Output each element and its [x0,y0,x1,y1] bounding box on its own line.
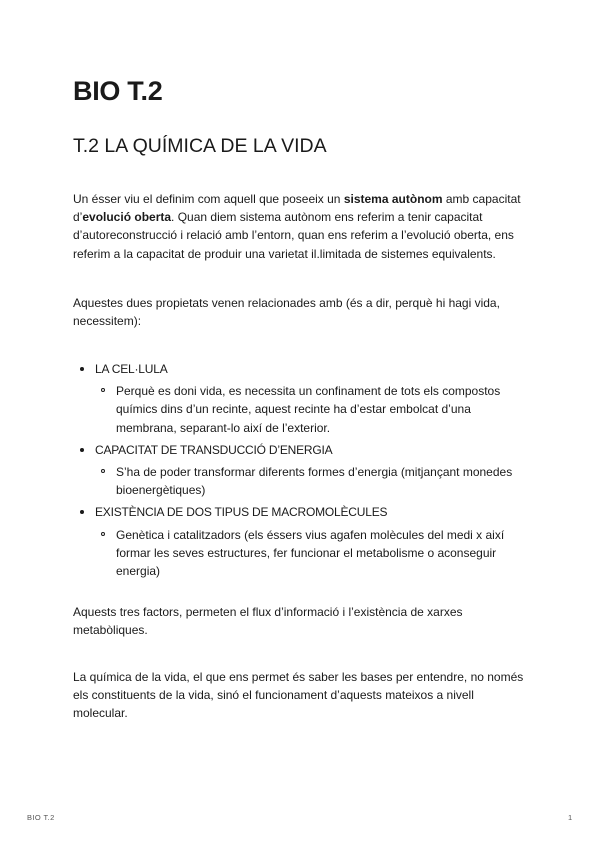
sublist-item-text: Genètica i catalitzadors (els éssers vius agafen molècules del medi x així formar les seves estructures, fer funcionar el metabolisme o aconseguir energia) [116,527,505,579]
circle-bullet-icon [101,469,105,473]
bullet-icon [80,367,84,371]
circle-bullet-icon [101,388,105,392]
sublist [95,463,531,499]
bullet-icon [80,448,84,452]
section-heading: T.2 LA QUÍMICA DE LA VIDA [73,135,327,157]
sublist-item [95,526,531,581]
closing-paragraph: La química de la vida, el que ens permet és saber les bases per entendre, no només els constituents de la vida, sinó el funcionament d’aquests mateixos a nivell molecular. [73,670,524,721]
sublist-item [95,463,531,499]
intro-text-3: . Quan diem sistema autònom ens referim a tenir capacitat d’autoreconstrucció i relació amb l’entorn, quan ens referim a l’evolució oberta, ens referim a la capacitat de produir una varietat il.limitada de sistemes equivalents. [73,210,514,261]
intro-text-2: amb capacitat d’ [73,192,521,225]
intro-text-1: Un ésser viu el definim com aquell que poseeix un [73,192,344,206]
properties-intro-paragraph: Aquestes dues propietats venen relacionades amb (és a dir, perquè hi hagi vida, necessitem): [73,296,500,329]
sublist-item-text: Perquè es doni vida, es necessita un confinament de tots els compostos químics dins d’un recinte, aquest recinte ha d’estar embolcat d’una membrana, separant-lo així de l’exterior. [116,384,501,435]
footer-title: BIO T.2 [27,813,55,822]
sublist [95,382,531,437]
intro-bold-open-evolution: evolució oberta [82,210,172,225]
sublist-item-text: S’ha de poder transformar diferents formes d’energia (mitjançant monedes bioenergètiques) [116,465,513,498]
sublist [95,526,531,581]
list-item-label: EXISTÈNCIA DE DOS TIPUS DE MACROMOLÈCULES [95,505,388,520]
page-number: 1 [568,813,573,822]
intro-paragraph [73,190,531,263]
circle-bullet-icon [101,532,105,536]
list-item-label: LA CEL·LULA [95,362,168,376]
list-item-macromolecules [73,503,531,580]
list-item-label: CAPACITAT DE TRANSDUCCIÓ D’ENERGIA [95,442,333,457]
requirements-list [73,360,531,580]
factors-paragraph: Aquests tres factors, permeten el flux d’informació i l’existència de xarxes metabòliques. [73,605,463,638]
intro-bold-autonomous-system: sistema autònom [343,192,443,206]
list-item-energy-transduction [73,441,531,500]
bullet-icon [80,510,84,514]
document-title: BIO T.2 [73,76,163,106]
list-item-cell [73,360,531,437]
sublist-item [95,382,531,437]
